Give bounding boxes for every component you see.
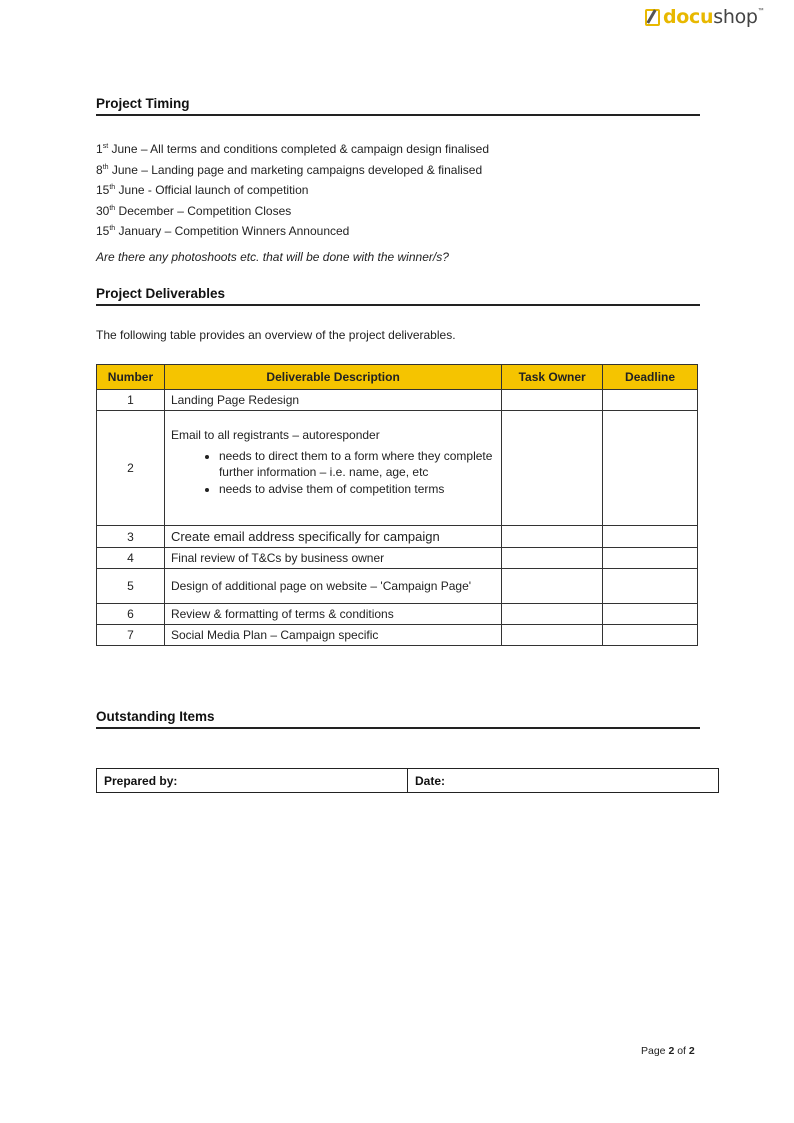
timing-item: 30th December – Competition Closes: [96, 203, 292, 218]
timing-item: 15th June - Official launch of competition: [96, 183, 309, 197]
row-task-owner: [502, 390, 603, 411]
col-number: Number: [97, 365, 165, 390]
row-number: 4: [97, 548, 165, 569]
row-description: Landing Page Redesign: [164, 390, 501, 411]
row-description: Final review of T&Cs by business owner: [164, 548, 501, 569]
bullet-item: • needs to direct them to a form where they complete further information – i.e. name, age, etc: [219, 448, 495, 480]
row-number: 2: [97, 411, 165, 526]
row-description: Design of additional page on website – 'Campaign Page': [164, 569, 501, 604]
row-task-owner: [502, 526, 603, 548]
row-deadline: [603, 526, 698, 548]
logo-trademark: ™: [757, 8, 764, 14]
timing-item: 15th January – Competition Winners Announced: [96, 224, 350, 238]
timing-list: [96, 138, 489, 241]
row-number: 1: [97, 390, 165, 411]
table-row: [97, 548, 698, 569]
row-description: [164, 411, 501, 526]
row-number: 6: [97, 604, 165, 625]
bullet-item: • needs to advise them of competition terms: [219, 481, 495, 497]
row-description: Create email address specifically for campaign: [164, 526, 501, 548]
row-deadline: [603, 548, 698, 569]
signoff-table: [96, 768, 719, 793]
row-deadline: [603, 390, 698, 411]
row-task-owner: [502, 604, 603, 625]
table-header-row: [97, 365, 698, 390]
row-description-text: Email to all registrants – autoresponder: [170, 427, 380, 442]
row-task-owner: [502, 411, 603, 526]
row-task-owner: [502, 548, 603, 569]
pencil-doc-icon: [645, 9, 660, 26]
row-task-owner: [502, 569, 603, 604]
outstanding-items-heading: Outstanding Items: [96, 709, 700, 729]
timing-item: 1st June – All terms and conditions completed & campaign design finalised: [96, 142, 490, 156]
row-number: 5: [97, 569, 165, 604]
docushop-logo: [645, 4, 764, 30]
col-description: Deliverable Description: [164, 365, 501, 390]
photoshoot-note: Are there any photoshoots etc. that will be done with the winner/s?: [96, 250, 449, 264]
row-deadline: [603, 411, 698, 526]
deliverables-table: [96, 364, 698, 646]
bullet-list: [171, 448, 495, 497]
table-row: [97, 411, 698, 526]
table-row: [97, 604, 698, 625]
row-number: 3: [97, 526, 165, 548]
logo-text-shop: shop: [713, 6, 758, 28]
row-task-owner: [502, 625, 603, 646]
table-row: [97, 390, 698, 411]
prepared-by-field: Prepared by:: [97, 769, 408, 793]
timing-item: 8th June – Landing page and marketing campaigns developed & finalised: [96, 162, 483, 177]
row-description: Review & formatting of terms & conditions: [164, 604, 501, 625]
col-deadline: Deadline: [603, 365, 698, 390]
deliverables-intro: The following table provides an overview of the project deliverables.: [96, 328, 456, 342]
project-timing-heading: Project Timing: [96, 96, 700, 116]
table-row: [97, 625, 698, 646]
table-row: [97, 526, 698, 548]
logo-text-docu: docu: [663, 6, 714, 28]
row-deadline: [603, 604, 698, 625]
row-number: 7: [97, 625, 165, 646]
page-number: Page 2 of 2: [641, 1045, 695, 1057]
row-deadline: [603, 569, 698, 604]
row-deadline: [603, 625, 698, 646]
project-deliverables-heading: Project Deliverables: [96, 286, 700, 306]
table-row: [97, 569, 698, 604]
col-task-owner: Task Owner: [502, 365, 603, 390]
row-description: Social Media Plan – Campaign specific: [164, 625, 501, 646]
date-field: Date:: [408, 769, 719, 793]
